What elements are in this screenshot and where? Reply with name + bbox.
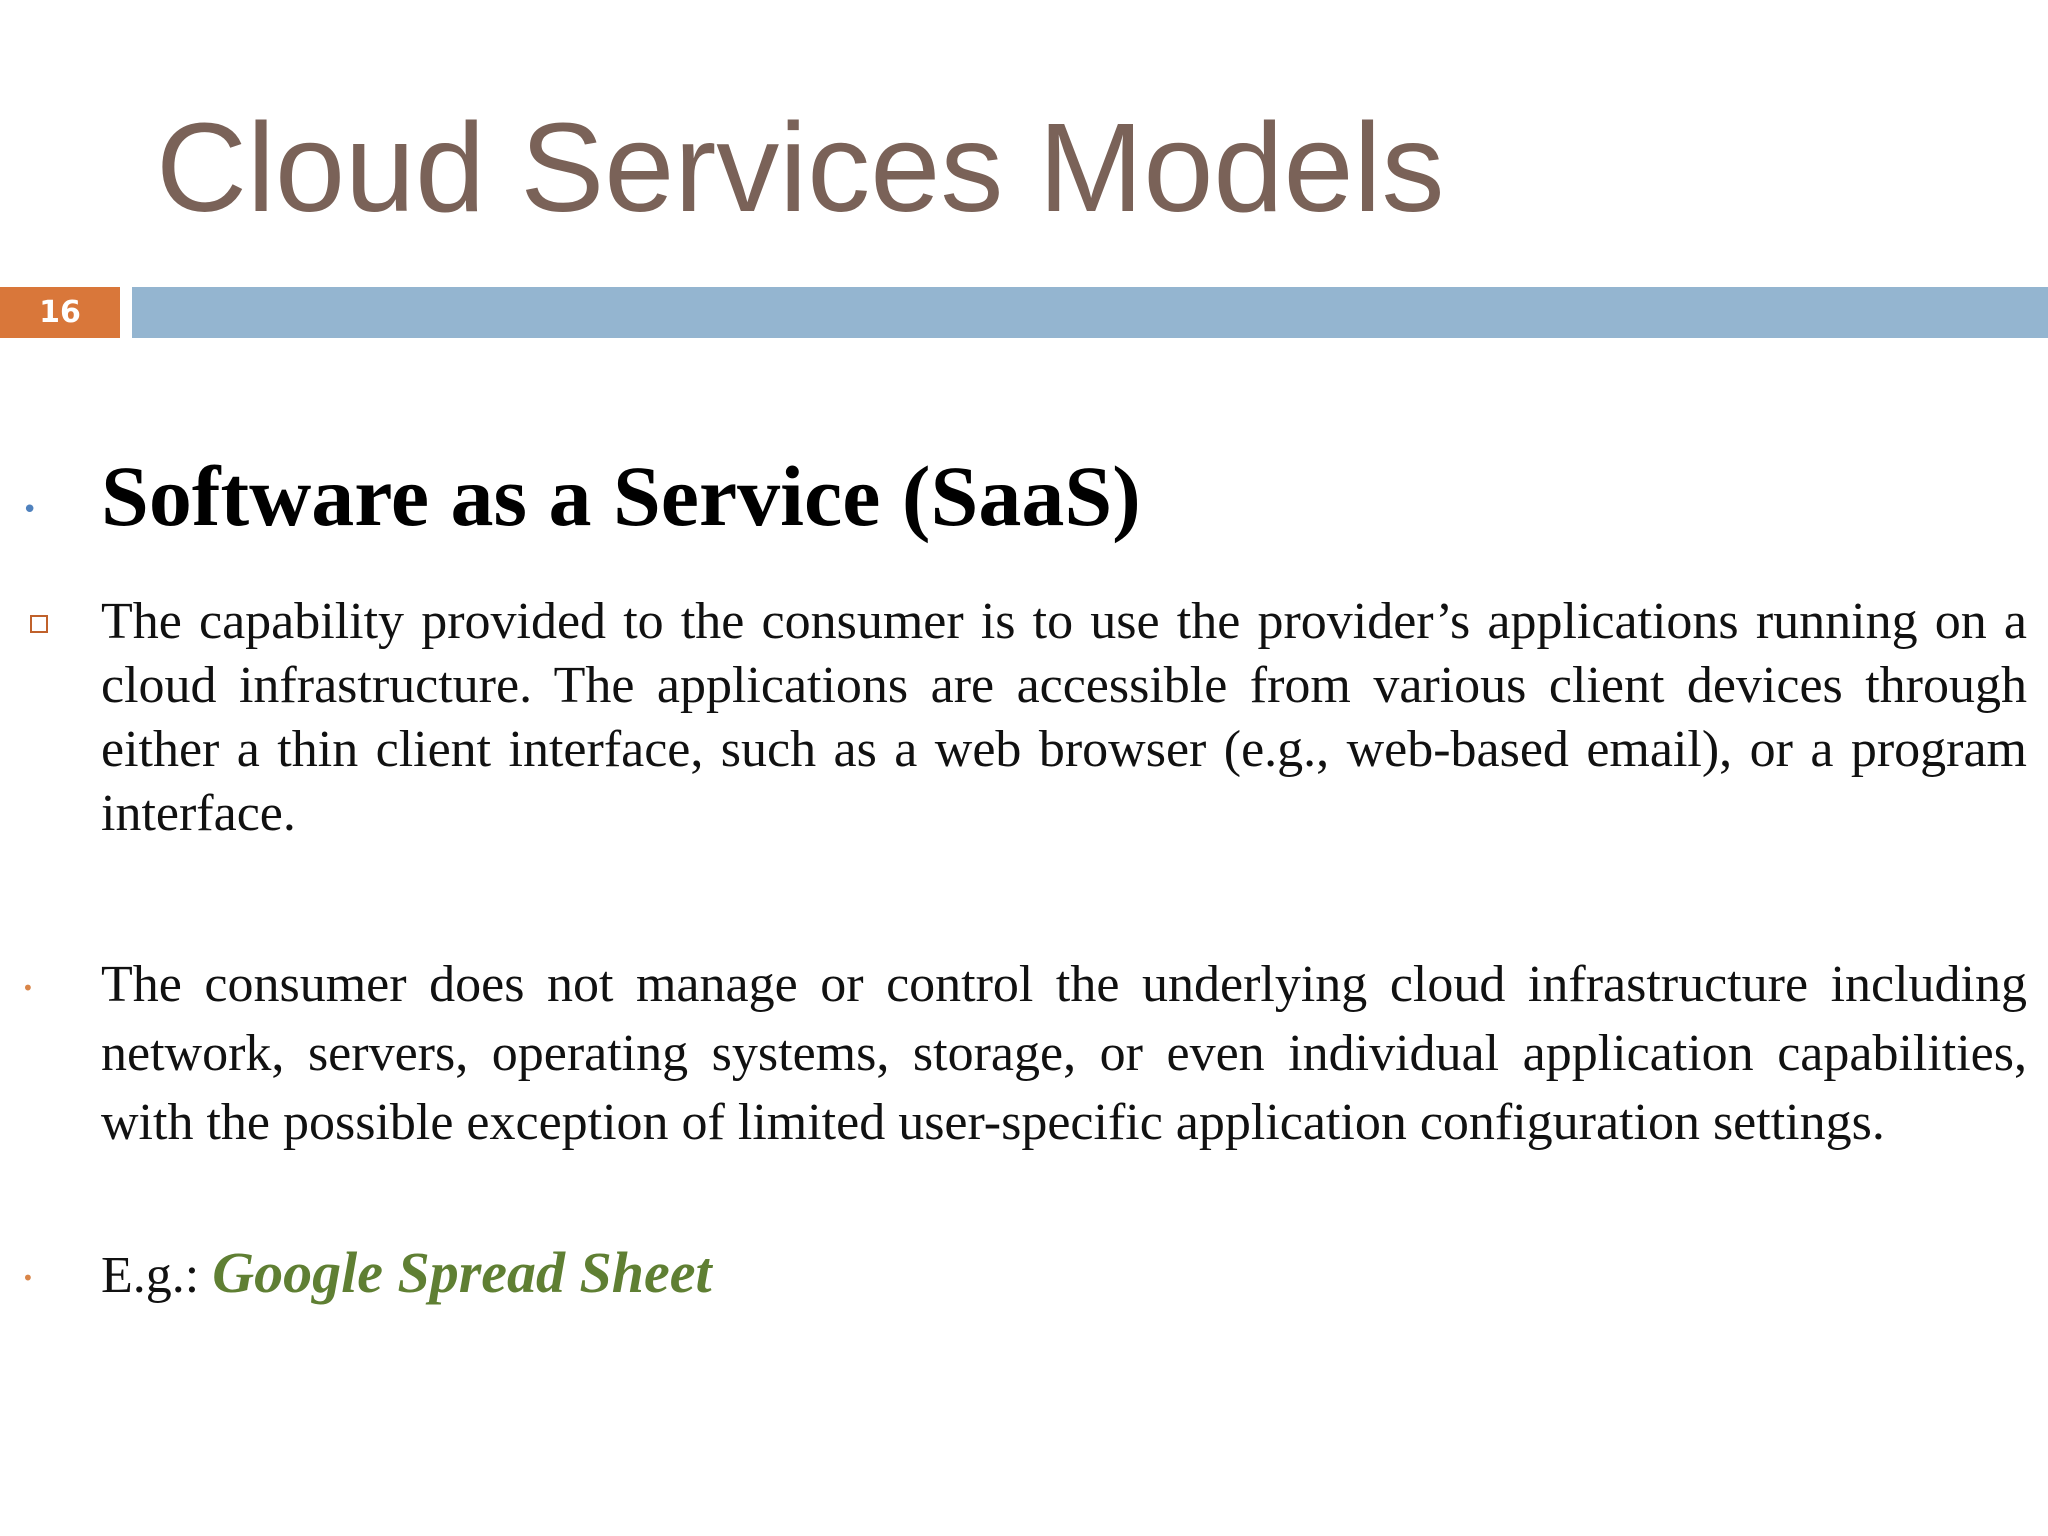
bullet-dot-icon: • (22, 1266, 34, 1290)
section-heading: Software as a Service (SaaS) (101, 448, 1141, 544)
bullet-dot-icon: • (22, 976, 34, 1000)
bullet-dot-icon: • (22, 495, 38, 525)
paragraph-capability: The capability provided to the consumer is to use the provider’s applications running on a cloud infrastructure. The applications are accessible from various client devices through either a thin client interface, such as a web browser (e.g., web-based email), or a program interface. (101, 593, 2027, 842)
paragraph-consumer-control: The consumer does not manage or control the underlying cloud infrastructure including network, servers, operating systems, storage, or even individual application capabilities, with the possible exception of limited user-specific application configuration settings. (101, 956, 2027, 1151)
slide-title: Cloud Services Models (156, 97, 1445, 238)
example-label: E.g.: (101, 1247, 213, 1304)
bullet-square-icon (30, 615, 48, 633)
example-line (101, 1240, 2027, 1309)
example-value: Google Spread Sheet (212, 1240, 712, 1305)
header-divider-bar (132, 287, 2048, 338)
page-number-badge: 16 (0, 287, 120, 338)
